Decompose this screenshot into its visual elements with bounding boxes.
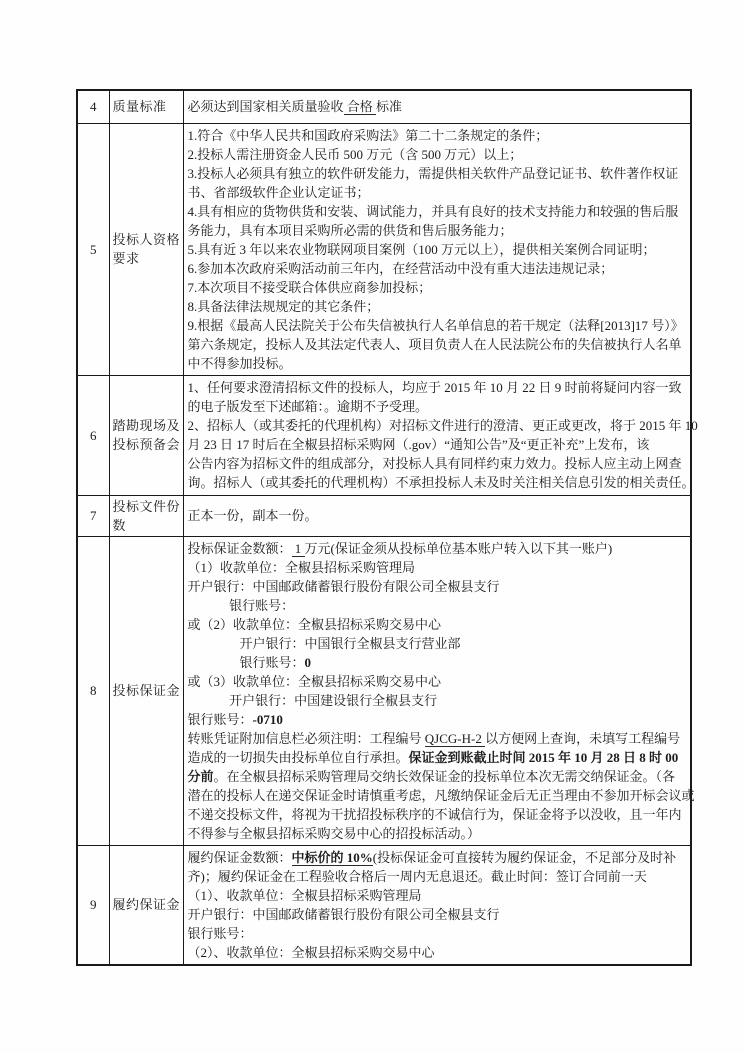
text-segment: 转账凭证附加信息栏必须注明：工程编号 [187,730,425,746]
text-line [187,473,695,492]
text-line [188,558,690,577]
text-segment: 分前 [187,768,214,784]
text-line [188,164,690,183]
text-segment: 询。招标人（或其委托的代理机构）不承担投标人未及时关注相关信息引发的相关责任。 [187,475,695,490]
text-segment: 中标价的 10% [291,849,373,865]
text-line [188,378,690,397]
row-number: 6 [77,375,109,495]
row-label: 踏勘现场及投标预备会 [109,375,183,495]
text-line [188,924,690,943]
text-line [188,316,690,335]
text-segment: 投标保证金数额： [187,540,292,556]
row-label: 投标文件份数 [109,495,183,536]
table-row [77,536,691,845]
text-segment: 开户银行：中国邮政储蓄银行股份有限公司全椒县支行 [187,578,500,594]
row-number: 8 [77,536,109,845]
row-number: 9 [77,845,109,965]
row-content [183,845,691,965]
text-segment: 银行账号： [229,597,295,613]
row-label: 履约保证金 [109,845,183,965]
text-segment: 0 [304,654,312,670]
text-segment: 潜在的投标人在递交保证金时请慎重考虑，凡缴纳保证金后无正当理由不参加开标会议或 [187,787,695,803]
text-segment: -0710 [252,711,283,727]
text-line [188,97,690,116]
text-segment: 1 [291,540,305,556]
text-segment: 1、任何要求澄清招标文件的投标人，均应于 2015 年 10 月 22 日 9 时前将疑问内容一致 [187,380,682,395]
text-segment: 必须达到国家相关质量验收 [187,99,344,115]
text-line [188,748,690,767]
text-segment: 万元(保证金须从投标单位基本账户转入以下其一账户) [304,540,613,556]
text-line [188,767,690,786]
text-segment: 月 23 日 17 时后在全椒县招标采购网（.gov）“通知公告”及“更正补充”上发布，该 [187,437,650,452]
text-line [188,259,690,278]
row-content [183,123,691,375]
text-segment: 中不得参加投标。 [187,355,292,371]
text-segment: 。在全椒县招标采购管理局交纳长效保证金的投标单位本次无需交纳保证金。（各 [213,768,676,784]
text-line [188,886,690,905]
text-segment: 9.根据《最高人民法院关于公布失信被执行人名单信息的若干规定（法释[2013]17 号）》 [187,317,684,333]
table-row [77,375,691,495]
text-line [188,615,690,634]
row-content [183,375,698,495]
row-label: 投标人资格要求 [109,123,183,375]
text-line [188,653,690,672]
text-line [188,710,690,729]
text-line [188,729,690,748]
text-segment: 2.投标人需注册资金人民币 500 万元（含 500 万元）以上； [187,146,523,162]
text-line [188,335,690,354]
text-line [188,354,690,373]
text-segment: 以方便网上查询，未填写工程编号 [485,730,681,746]
spec-table-body [77,90,698,965]
text-segment: 4.具有相应的货物供货和安装、调试能力，并具有良好的技术支持能力和较强的售后服 [187,203,679,219]
text-segment: 银行账号： [187,711,253,727]
text-segment: 1.符合《中华人民共和国政府采购法》第二十二条规定的条件； [187,127,549,143]
row-number: 7 [77,495,109,536]
row-content [183,536,695,845]
text-segment: 开户银行：中国邮政储蓄银行股份有限公司全椒县支行 [187,906,500,922]
text-segment: 齐)；履约保证金在工程验收合格后一周内无息退还。截止时间：签订合同前一天 [187,868,647,884]
table-row [77,845,691,965]
row-label: 投标保证金 [109,536,183,845]
text-segment: （1）收款单位：全椒县招标采购管理局 [187,559,416,575]
text-segment: (投标保证金可直接转为履约保证金，不足部分及时补 [372,849,677,865]
text-segment: 开户银行：中国银行全椒县支行营业部 [239,635,461,651]
table-row [77,123,691,375]
text-line [187,786,695,805]
text-line [188,397,690,416]
row-number: 4 [77,90,109,123]
text-line [188,672,690,691]
text-line [188,634,690,653]
text-segment: 书、省部级软件企业认定证书； [187,184,370,200]
bid-spec-table [76,89,698,966]
text-segment: 5.具有近 3 年以来农业物联网项目案例（100 万元以上），提供相关案例合同证明； [187,241,656,257]
text-line [187,416,698,435]
text-line [188,506,690,525]
text-line [188,824,690,843]
text-segment: QJCG-H-2 [424,730,486,746]
text-segment: 7.本次项目不接受联合体供应商参加投标； [187,279,432,295]
text-line [188,691,690,710]
text-line [188,539,690,558]
text-segment: 正本一份，副本一份。 [187,508,318,523]
text-line [188,905,690,924]
row-number: 5 [77,123,109,375]
text-line [188,596,690,615]
text-segment: 务能力，具有本项目采购所必需的供货和售后服务能力； [187,222,513,238]
text-line [188,848,690,867]
text-line [188,435,690,454]
text-segment: 履约保证金数额： [187,849,292,865]
table-row [77,90,691,123]
text-segment: （1）、收款单位：全椒县招标采购管理局 [187,887,422,903]
text-segment: 3.投标人必须具有独立的软件研发能力，需提供相关软件产品登记证书、软件著作权证 [187,165,679,181]
text-segment: 银行账号： [187,925,253,941]
row-content [183,495,691,536]
text-line [188,867,690,886]
text-line [188,202,690,221]
row-content [183,90,691,123]
text-segment: 造成的一切损失由投标单位自行承担。 [187,749,409,765]
text-line [188,454,690,473]
text-segment: 标准 [376,99,403,115]
text-segment: 第六条规定，投标人及其法定代表人、项目负责人在人民法院公布的失信被执行人名单 [187,336,682,352]
text-segment: 或（3）收款单位：全椒县招标采购交易中心 [187,673,442,689]
text-segment: 合格 [343,99,377,115]
text-segment: 不递交投标文件，将视为干扰招投标秩序的不诚信行为，保证金将予以没收，且一年内 [187,806,682,822]
text-line [188,221,690,240]
text-segment: 的电子版发至下述邮箱：。逾期不予受理。 [187,399,429,414]
text-line [188,183,690,202]
text-line [188,145,690,164]
text-line [188,577,690,596]
text-line [188,805,690,824]
text-segment: 保证金到账截止时间 2015 年 10 月 28 日 8 时 00 [408,749,679,765]
text-segment: 公告内容为招标文件的组成部分，对投标人具有同样约束力效力。投标人应主动上网查 [187,456,682,471]
text-line [188,943,690,962]
row-label: 质量标准 [109,90,183,123]
text-line [188,278,690,297]
text-line [188,240,690,259]
text-segment: 不得参与全椒县招标采购交易中心的招投标活动。） [187,825,481,841]
text-segment: 开户银行：中国建设银行全椒县支行 [229,692,438,708]
text-segment: 8.具备法律法规规定的其它条件； [187,298,380,314]
text-line [188,126,690,145]
text-segment: 银行账号： [239,654,305,670]
text-line [188,297,690,316]
text-segment: 或（2）收款单位：全椒县招标采购交易中心 [187,616,442,632]
text-segment: 6.参加本次政府采购活动前三年内，在经营活动中没有重大违法违规记录； [187,260,614,276]
table-row [77,495,691,536]
text-segment: （2）、收款单位：全椒县招标采购交易中心 [187,944,435,960]
text-segment: 2、招标人（或其委托的代理机构）对招标文件进行的澄清、更正或更改，将于 2015 年 10 [187,418,698,433]
